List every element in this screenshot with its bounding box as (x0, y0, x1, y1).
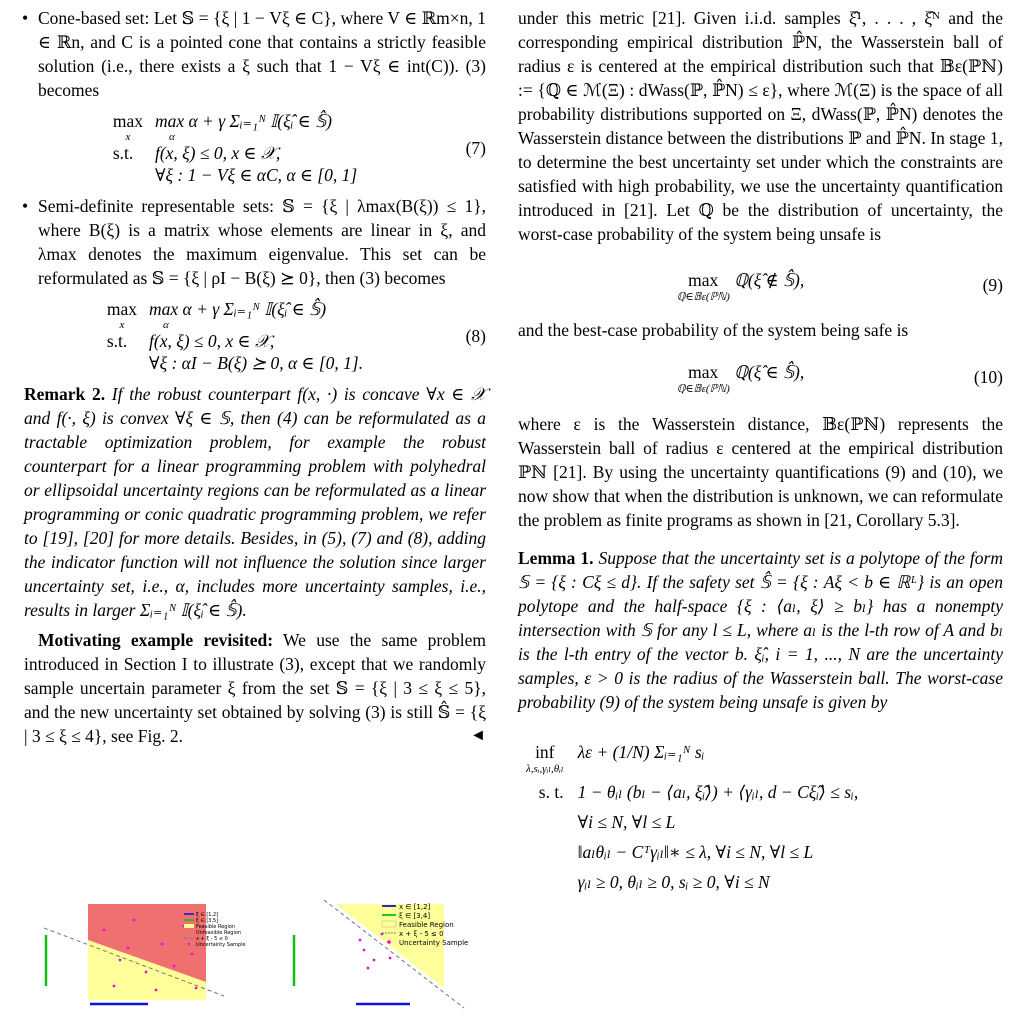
equation-7 (24, 110, 486, 186)
eq7-st: s.t. (112, 143, 134, 163)
right-legend-0: x ∈ [1,2] (399, 903, 431, 911)
eq7-max-x-sub: x (125, 131, 131, 143)
right-subplot (294, 900, 468, 1008)
left-column (24, 0, 486, 748)
lemma-1 (518, 546, 1003, 714)
eq8-st: s.t. (106, 331, 128, 351)
lemma-optimization (518, 736, 1003, 898)
wasserstein-paragraph: under this metric [21]. Given i.i.d. samples ξ̂¹, . . . , ξ̂ᴺ and the corresponding empirical distribution ℙ̂N, the Wasserstein ball of radius ε is centered at the empirical distribution such that 𝔹ε(ℙℕ) := {ℚ ∈ ℳ(Ξ) : dWass(ℙ, ℙ̂N) ≤ ε}, where ℳ(Ξ) is the space of all probability distributions supported on Ξ, dWass(ℙ, ℙ̂N) denotes the Wasserstein distance between the distributions ℙ and ℙ̂N. In stage 1, to determine the best uncertainty set under which the constraints are satisfied with high probability, we use the uncertainty quantification introduced in [21]. Let ℚ be the distribution of uncertainty, the worst-case probability of the system being unsafe is (518, 8, 1003, 244)
opt-constraint-1: 1 − θᵢₗ (bₗ − ⟨aₗ, ξ̂ᵢ⟩) + ⟨γᵢₗ, d − Cξ̂ᵢ⟩ ≤ sᵢ, (577, 782, 859, 802)
equation-8 (24, 298, 486, 374)
lemma-optimization-table (518, 736, 866, 898)
motivating-example (24, 628, 486, 748)
motivating-heading: Motivating example revisited: (38, 630, 274, 650)
eq8-constraint-2: ∀ξ : αI − B(ξ) ⪰ 0, α ∈ [0, 1]. (149, 353, 364, 373)
bullet-dot: • (22, 8, 29, 28)
eq7-constraint-2: ∀ξ : 1 − Vξ ∈ αC, α ∈ [0, 1] (154, 165, 358, 185)
opt-inf: inf (535, 742, 555, 762)
left-legend-2: Feasible Region (196, 924, 236, 930)
eq8-max-x-sub: x (119, 319, 125, 331)
opt-constraint-2: ∀i ≤ N, ∀l ≤ L (577, 812, 676, 832)
equation-9 (518, 268, 1003, 302)
right-legend-3: x + ξ - 5 ≤ 0 (399, 930, 444, 938)
left-subplot (44, 904, 246, 1004)
eq7-max-x: max (112, 111, 143, 131)
lemma-body: Suppose that the uncertainty set is a polytope of the form 𝕊 = {ξ : Cξ ≤ d}. If the safety set 𝕊̂ = {ξ : Aξ < b ∈ ℝᴸ} is an open polytope and the half-space {ξ : ⟨aₗ, ξ⟩ ≥ bₗ} has a nonempty intersection with 𝕊 for any l ≤ L, where aₗ is the l-th row of A and bₗ is the l-th entry of the vector b. ξ̂ᵢ, i = 1, ..., N are the uncertainty samples, ε > 0 is the radius of the Wasserstein ball. The worst-case probability (9) of the system being unsafe is given by (518, 548, 1003, 712)
right-legend-2: Feasible Region (399, 921, 454, 929)
opt-constraint-3: ‖aₗθᵢₗ − Cᵀγᵢₗ‖∗ ≤ λ, ∀i ≤ N, ∀l ≤ L (577, 842, 814, 862)
left-legend-3: Unfeasible Region (196, 930, 242, 936)
motivating-body: We use the same problem introduced in Section I to illustrate (3), except that we randomly sample uncertain parameter ξ from the set 𝕊 = {ξ | 3 ≤ ξ ≤ 5}, and the new uncertainty set obtained by solving (3) is still 𝕊̂ = {ξ | 3 ≤ ξ ≤ 4}, see Fig. 2. (24, 630, 487, 746)
eq10-number: (10) (973, 367, 1003, 387)
right-legend-1: ξ ∈ [3,4] (399, 912, 431, 920)
opt-constraint-4: γᵢₗ ≥ 0, θᵢₗ ≥ 0, sᵢ ≥ 0, ∀i ≤ N (577, 872, 770, 892)
remark-body: If the robust counterpart f(x, ·) is concave ∀x ∈ 𝒳 and f(·, ξ) is convex ∀ξ ∈ 𝕊, then (4) can be reformulated as a tractable optimization problem, for example the robust counterpart for a linear programming problem with polyhedral or ellipsoidal uncertainty regions can be reformulated as a linear programming or conic quadratic programming problem, we refer to [19], [20] for more details. Besides, in (5), (7) and (8), adding the indicator function will not influence the solution since larger uncertainty set, i.e., α, includes more uncertainty samples, i.e., results in larger Σᵢ₌₁ᴺ 𝕀(ξ̂ᵢ ∈ 𝕊̂). (24, 384, 487, 620)
left-legend-4: x + ξ - 5 ≤ 0 (196, 936, 228, 942)
reformulation-paragraph: where ε is the Wasserstein distance, 𝔹ε(ℙℕ) represents the Wasserstein ball of radius ε centered at the empirical distribution ℙℕ [21]. By using the uncertainty quantifications (9) and (10), we now show that when the distribution is unknown, we can reformulate the problem as finite programs as shown in [21, Corollary 5.3]. (518, 414, 1003, 530)
figure-2 (24, 900, 486, 1010)
bullet-cone-based (24, 6, 486, 102)
eq8-number: (8) (465, 326, 486, 346)
lemma-heading: Lemma 1. (518, 548, 594, 568)
eq10-max-sub: ℚ∈𝔹ε(ℙℕ) (676, 383, 730, 395)
eq9-max-sub: ℚ∈𝔹ε(ℙℕ) (676, 291, 730, 303)
end-of-example-mark: ◄ (470, 727, 486, 744)
eq8-constraint-1: f(x, ξ) ≤ 0, x ∈ 𝒳, (149, 331, 275, 351)
eq10-max: max (688, 362, 719, 382)
opt-inf-sub: λ,sᵢ,γᵢₗ,θᵢₗ (526, 763, 564, 775)
eq10-body: ℚ(ξ̂ ∈ 𝕊̂), (734, 362, 805, 382)
bullet-semidefinite-text: Semi-definite representable sets: 𝕊 = {ξ | λmax(B(ξ)) ≤ 1}, where B(ξ) is a matrix whose elements are linear in ξ, and λmax denotes the maximum eigenvalue. This set can be reformulated as 𝕊 = {ξ | ρI − B(ξ) ⪰ 0}, then (3) becomes (38, 196, 486, 288)
opt-objective: λε + (1/N) Σᵢ₌₁ᴺ sᵢ (577, 742, 705, 762)
equation-7-table (107, 110, 363, 186)
equation-8-table (101, 298, 369, 374)
bullet-cone-text: Cone-based set: Let 𝕊 = {ξ | 1 − Vξ ∈ C}, where V ∈ ℝm×n, 1 ∈ ℝn, and C is a pointed cone that contains a strictly feasible solution (i.e., there exists a ξ such that 1 − Vξ ∈ int(C)). (3) becomes (38, 8, 486, 100)
bullet-semidefinite (24, 194, 486, 290)
best-case-paragraph: and the best-case probability of the system being safe is (518, 320, 909, 340)
eq7-number: (7) (465, 138, 486, 158)
left-legend-1: ξ ∈ [3,5] (196, 918, 219, 924)
eq9-body: ℚ(ξ̂ ∉ 𝕊̂), (734, 270, 805, 290)
remark-2 (24, 382, 486, 622)
eq8-objective: max α + γ Σᵢ₌₁ᴺ 𝕀(ξ̂ᵢ ∈ 𝕊̂) (149, 299, 327, 319)
left-legend-0: ξ ∈ [1,2] (196, 912, 219, 918)
eq7-objective-sub: α (168, 131, 175, 143)
right-column (518, 0, 1003, 898)
eq7-constraint-1: f(x, ξ) ≤ 0, x ∈ 𝒳, (154, 143, 281, 163)
bullet-dot: • (22, 196, 29, 216)
right-legend-4: Uncertainty Sample (399, 939, 469, 947)
eq9-max: max (688, 270, 719, 290)
eq7-objective: max α + γ Σᵢ₌₁ᴺ 𝕀(ξ̂ᵢ ∈ 𝕊̂) (154, 111, 333, 131)
remark-heading: Remark 2. (24, 384, 106, 404)
left-legend-5: Uncertainty Sample (196, 942, 246, 948)
eq8-max-x: max (106, 299, 138, 319)
figure-2-svg (24, 900, 486, 1010)
eq9-number: (9) (982, 275, 1003, 295)
eq8-objective-sub: α (163, 319, 169, 331)
opt-st: s. t. (538, 782, 564, 802)
equation-10 (518, 360, 1003, 394)
